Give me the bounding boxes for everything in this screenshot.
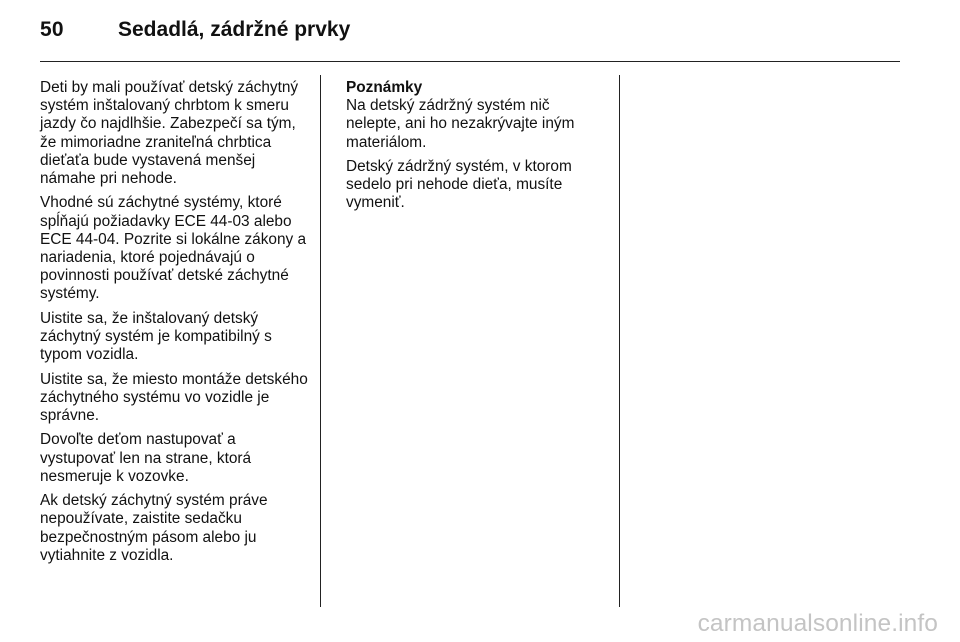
page-header <box>40 18 900 48</box>
paragraph-unused-seat: Ak detský záchytný systém práve nepoužívate, zaistite sedačku bezpečnostným pásom alebo ju vytiahnite z vozidla. <box>40 492 268 564</box>
note-heading: Poznámky <box>346 79 423 96</box>
column-divider-right <box>619 75 620 607</box>
paragraph-compatibility: Uistite sa, že inštalovaný detský záchytný systém je kompatibilný s typom vozidla. <box>40 309 272 364</box>
note-block <box>346 79 598 152</box>
paragraph-replace-after-accident: Detský zádržný systém, v ktorom sedelo pri nehode dieťa, musíte vymeniť. <box>346 158 572 212</box>
text-column-middle <box>346 79 598 219</box>
column-divider-left <box>320 75 321 607</box>
paragraph-mounting-location: Uistite sa, že miesto montáže detského záchytného systému vo vozidle je správne. <box>40 370 308 425</box>
watermark: carmanualsonline.info <box>697 610 938 637</box>
paragraph-ece-standards: Vhodné sú záchytné systémy, ktoré spĺňajú požiadavky ECE 44-03 alebo ECE 44-04. Pozrite si lokálne zákony a nariadenia, ktoré pojednávajú o povinnosti používať detské záchytné systémy. <box>40 194 307 303</box>
header-rule <box>40 61 900 62</box>
paragraph-entry-side: Dovoľte deťom nastupovať a vystupovať len na strane, ktorá nesmeruje k vozovke. <box>40 431 252 485</box>
page-title: Sedadlá, zádržné prvky <box>118 18 351 41</box>
text-column-left <box>40 79 308 571</box>
page-number: 50 <box>40 18 64 41</box>
note-text: Na detský zádržný systém nič nelepte, ani ho nezakrývajte iným materiálom. <box>346 97 575 151</box>
paragraph-rear-facing: Deti by mali používať detský záchytný systém inštalovaný chrbtom k smeru jazdy čo najdlhšie. Zabezpečí sa tým, že mimoriadne zraniteľná chrbtica dieťaťa bude vystavená menšej námahe pri nehode. <box>40 79 299 188</box>
